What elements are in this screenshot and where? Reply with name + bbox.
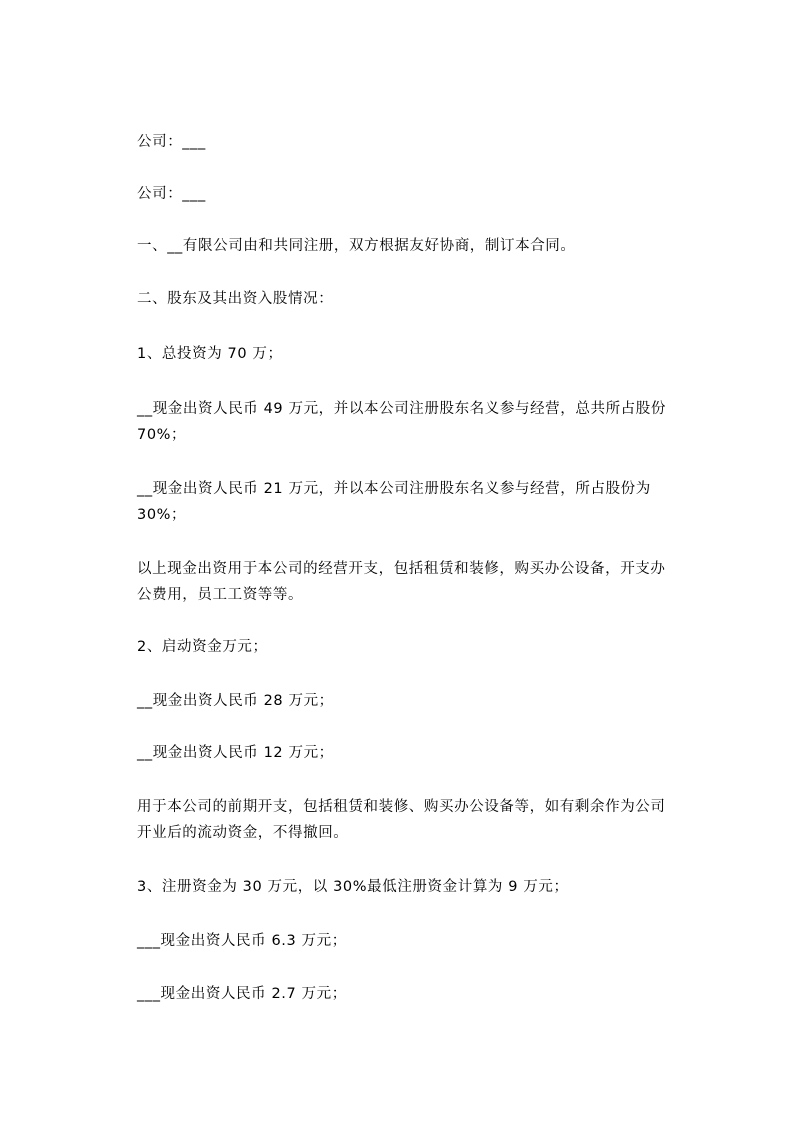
startup-contribution-a: __现金出资人民币 28 万元； <box>137 693 334 709</box>
item-2-startup-fund: 2、启动资金万元； <box>137 639 268 655</box>
clause-2-heading: 二、股东及其出资入股情况： <box>137 291 334 307</box>
startup-contribution-b: __现金出资人民币 12 万元； <box>137 745 334 761</box>
party-a-line: 公司：___ <box>137 134 206 150</box>
clause-1-line: 一、__有限公司由和共同注册，双方根据友好协商，制订本合同。 <box>137 238 576 254</box>
party-b-line: 公司：___ <box>137 186 206 202</box>
shareholder-a-contribution: __现金出资人民币 49 万元，并以本公司注册股东名义参与经营，总共所占股份 <box>137 401 666 417</box>
shareholder-a-share: 70%； <box>137 427 187 443</box>
shareholder-b-share: 30%； <box>137 507 187 523</box>
registered-contribution-a: ___现金出资人民币 6.3 万元； <box>137 933 347 949</box>
usage-paragraph-line-2: 公费用，员工工资等等。 <box>137 587 304 603</box>
usage-paragraph-line-1: 以上现金出资用于本公司的经营开支，包括租赁和装修，购买办公设备，开支办 <box>137 561 666 577</box>
shareholder-b-contribution: __现金出资人民币 21 万元，并以本公司注册股东名义参与经营，所占股份为 <box>137 481 651 497</box>
item-1-total-investment: 1、总投资为 70 万； <box>137 346 283 362</box>
registered-contribution-b: ___现金出资人民币 2.7 万元； <box>137 986 347 1002</box>
item-3-registered-capital: 3、注册资金为 30 万元，以 30%最低注册资金计算为 9 万元； <box>137 879 569 895</box>
startup-usage-line-1: 用于本公司的前期开支，包括租赁和装修、购买办公设备等，如有剩余作为公司 <box>137 799 666 815</box>
startup-usage-line-2: 开业后的流动资金，不得撤回。 <box>137 825 349 841</box>
